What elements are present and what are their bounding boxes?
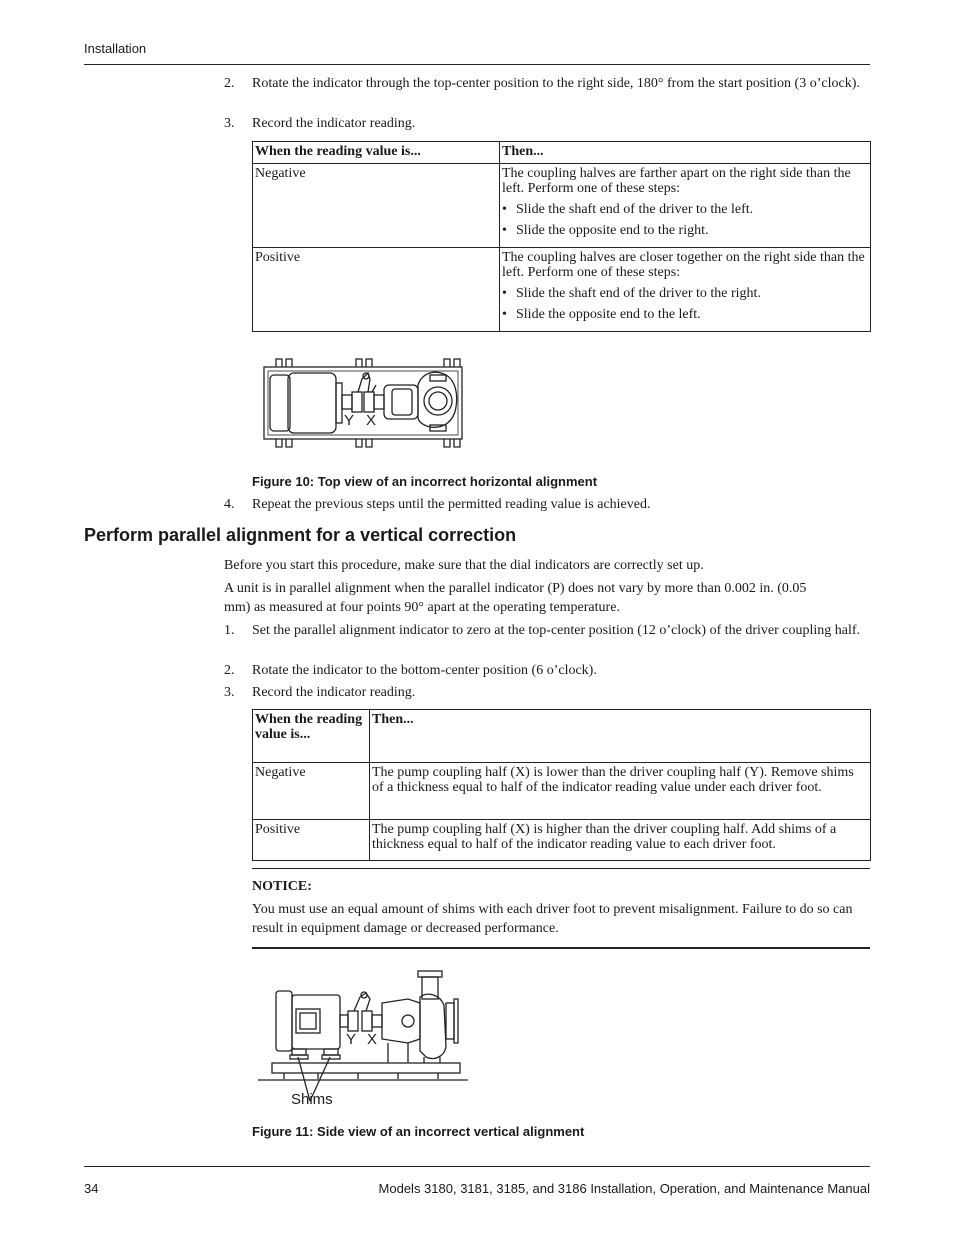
bullet-text: Slide the shaft end of the driver to the right.	[516, 286, 761, 301]
step-4	[224, 495, 864, 515]
pump-casing	[420, 994, 446, 1058]
bullet-text: Slide the opposite end to the left.	[516, 307, 701, 322]
step-text: Record the indicator reading.	[252, 685, 416, 700]
header-rule	[84, 64, 870, 65]
reading-value-cell: Negative	[253, 763, 370, 820]
notice-text: You must use an equal amount of shims with each driver foot to prevent misalignment. Failure to do so can result in equipment damage or decreased performance.	[252, 902, 853, 936]
figure-11-drawing	[258, 965, 470, 1115]
intro-paragraph-1: Before you start this procedure, make sure that the dial indicators are correctly set up.	[224, 558, 704, 573]
then-text: The coupling halves are closer together on the right side than the left. Perform one of these steps:	[502, 250, 865, 280]
manual-title: Models 3180, 3181, 3185, and 3186 Installation, Operation, and Maintenance Manual	[378, 1181, 870, 1196]
then-cell	[500, 164, 871, 248]
list-item: • Slide the shaft end of the driver to the left.	[502, 202, 754, 217]
step-text: Rotate the indicator through the top-center position to the right side, 180° from the start position (3 o’clock).	[252, 76, 860, 91]
step-number: 1.	[224, 623, 235, 638]
notice-title: NOTICE:	[252, 879, 312, 894]
table-row	[253, 820, 871, 861]
motor-body	[288, 373, 336, 433]
step-number: 4.	[224, 497, 235, 512]
pump-bearing-frame	[384, 385, 418, 419]
shims-label: Shims	[291, 1091, 333, 1108]
step-text: Set the parallel alignment indicator to zero at the top-center position (12 o’clock) of the driver coupling half.	[252, 623, 861, 638]
table-row	[253, 763, 871, 820]
step-text: Repeat the previous steps until the permitted reading value is achieved.	[252, 497, 651, 512]
page-header-section: Installation	[84, 41, 147, 56]
step-2	[224, 661, 864, 681]
table-header-then: Then...	[370, 710, 871, 763]
figure-10-caption: Figure 10: Top view of an incorrect horizontal alignment	[252, 474, 598, 489]
reading-value-cell: Positive	[253, 248, 500, 332]
vertical-reading-table	[252, 709, 871, 861]
driver-coupling-half	[352, 392, 362, 412]
then-cell: The pump coupling half (X) is lower than the driver coupling half (Y). Remove shims of a thickness equal to half of the indicator reading value under each driver foot.	[370, 763, 871, 820]
figure-11-caption: Figure 11: Side view of an incorrect vertical alignment	[252, 1124, 585, 1139]
shim-right	[322, 1055, 340, 1059]
label-x: X	[367, 1031, 378, 1048]
table-row	[253, 248, 871, 332]
list-item: • Slide the shaft end of the driver to the right.	[502, 286, 761, 301]
step-text: Rotate the indicator to the bottom-center position (6 o’clock).	[252, 663, 597, 678]
label-x: X	[366, 412, 377, 429]
notice-top-rule	[252, 868, 870, 869]
step-1	[224, 621, 864, 661]
list-item: • Slide the opposite end to the left.	[502, 307, 701, 322]
pump-coupling-half	[364, 392, 374, 412]
table-header-then: Then...	[500, 142, 871, 164]
step-number: 2.	[224, 663, 235, 678]
intro-paragraph-2: A unit is in parallel alignment when the parallel indicator (P) does not vary by more than 0.002 in. (0.05 mm) as measured at four points 90° apart at the operating temperature.	[224, 581, 807, 615]
pump-coupling-half	[362, 1011, 372, 1031]
label-y: Y	[344, 412, 355, 429]
notice-bottom-rule	[252, 947, 870, 949]
reading-value-cell: Negative	[253, 164, 500, 248]
list-item: • Slide the opposite end to the right.	[502, 223, 709, 238]
section-heading: Perform parallel alignment for a vertical correction	[84, 525, 517, 545]
then-text: The coupling halves are farther apart on the right side than the left. Perform one of these steps:	[502, 166, 851, 196]
table-row	[253, 164, 871, 248]
step-number: 2.	[224, 76, 235, 91]
table-header-reading: When the reading value is...	[253, 710, 370, 763]
reading-value-cell: Positive	[253, 820, 370, 861]
step-number: 3.	[224, 116, 235, 131]
driver-coupling-half	[348, 1011, 358, 1031]
step-text: Record the indicator reading.	[252, 116, 416, 131]
then-cell	[500, 248, 871, 332]
then-cell: The pump coupling half (X) is higher than the driver coupling half. Add shims of a thickness equal to half of the indicator reading value to each driver foot.	[370, 820, 871, 861]
table-header-reading: When the reading value is...	[253, 142, 500, 164]
page-number: 34	[84, 1181, 99, 1196]
step-3	[224, 683, 864, 703]
horizontal-reading-table	[252, 141, 871, 332]
bullet-text: Slide the opposite end to the right.	[516, 223, 709, 238]
bullet-text: Slide the shaft end of the driver to the left.	[516, 202, 754, 217]
step-number: 3.	[224, 685, 235, 700]
step-2-top	[224, 74, 864, 114]
label-y: Y	[346, 1031, 357, 1048]
figure-10-drawing	[258, 355, 468, 449]
footer-rule	[84, 1166, 870, 1167]
step-3-top	[224, 114, 864, 134]
